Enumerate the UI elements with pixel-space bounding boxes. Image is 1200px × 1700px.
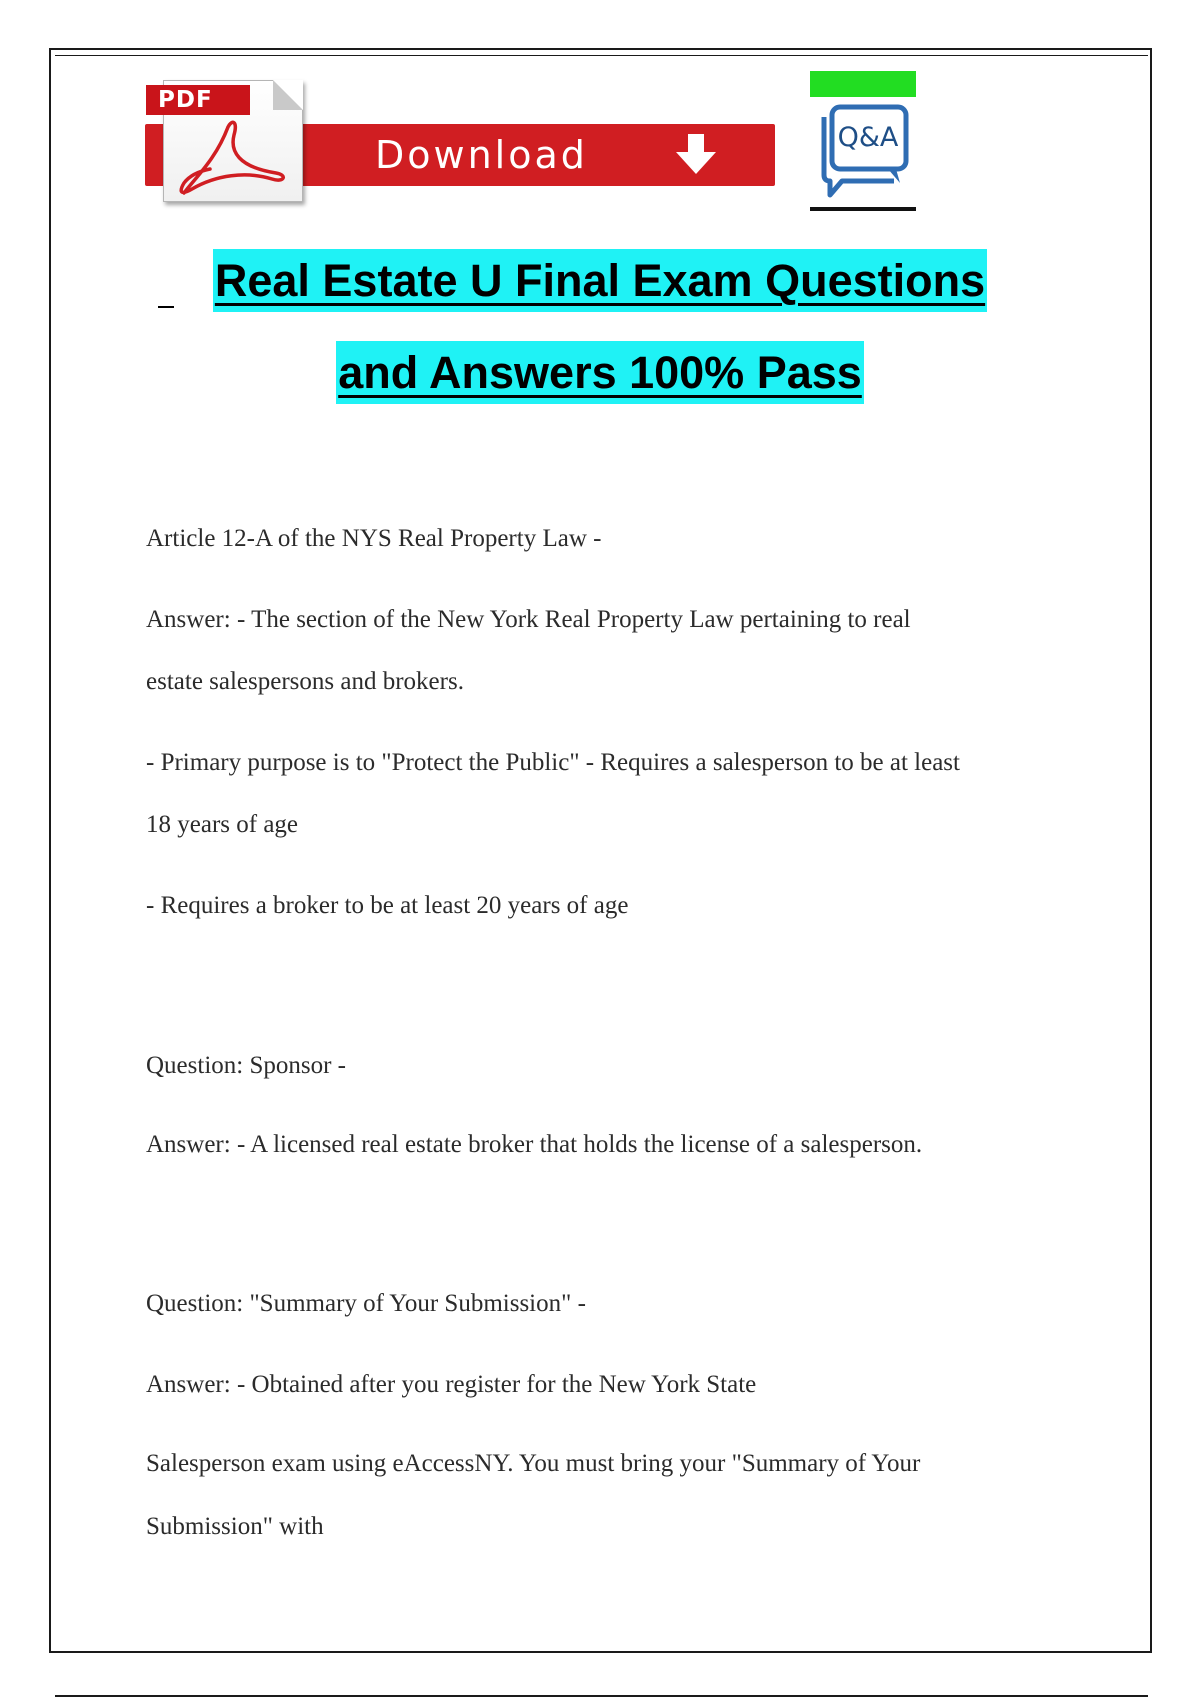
acrobat-icon	[176, 117, 288, 197]
qa-green-bar	[810, 71, 916, 97]
answer-line: Salesperson exam using eAccessNY. You must bring your "Summary of Your	[146, 1450, 921, 1477]
qa-underline	[810, 207, 916, 211]
title-line-2	[0, 347, 1200, 399]
pdf-label: PDF	[146, 85, 250, 115]
title-line-1	[0, 255, 1200, 307]
answer-line: estate salespersons and brokers.	[146, 668, 464, 695]
answer-line: - Primary purpose is to "Protect the Public" - Requires a salesperson to be at least	[146, 749, 960, 776]
answer-line: - Requires a broker to be at least 20 years of age	[146, 892, 629, 919]
answer-line: 18 years of age	[146, 811, 299, 838]
download-label: Download	[375, 133, 588, 177]
answer-line: Answer: - Obtained after you register for the New York State	[146, 1371, 757, 1398]
question-line: Question: "Summary of Your Submission" -	[146, 1290, 586, 1317]
answer-line: Answer: - A licensed real estate broker that holds the license of a salesperson.	[146, 1131, 923, 1158]
question-line: Question: Sponsor -	[146, 1052, 346, 1079]
answer-line: Answer: - The section of the New York Real Property Law pertaining to real	[146, 606, 911, 633]
page-corner	[273, 80, 303, 110]
qa-label: Q&A	[837, 122, 899, 153]
qa-badge	[810, 71, 916, 212]
download-banner[interactable]	[145, 80, 780, 205]
article-heading: Article 12-A of the NYS Real Property Law -	[146, 525, 602, 552]
answer-line: Submission" with	[146, 1513, 324, 1540]
pdf-document-icon	[158, 80, 303, 202]
title-text-2: and Answers 100% Pass	[336, 341, 864, 404]
bottom-rule	[55, 1695, 1148, 1697]
title-text-1: Real Estate U Final Exam Questions	[213, 249, 987, 312]
top-rule	[55, 55, 1148, 56]
arrow-down-icon	[673, 132, 719, 178]
